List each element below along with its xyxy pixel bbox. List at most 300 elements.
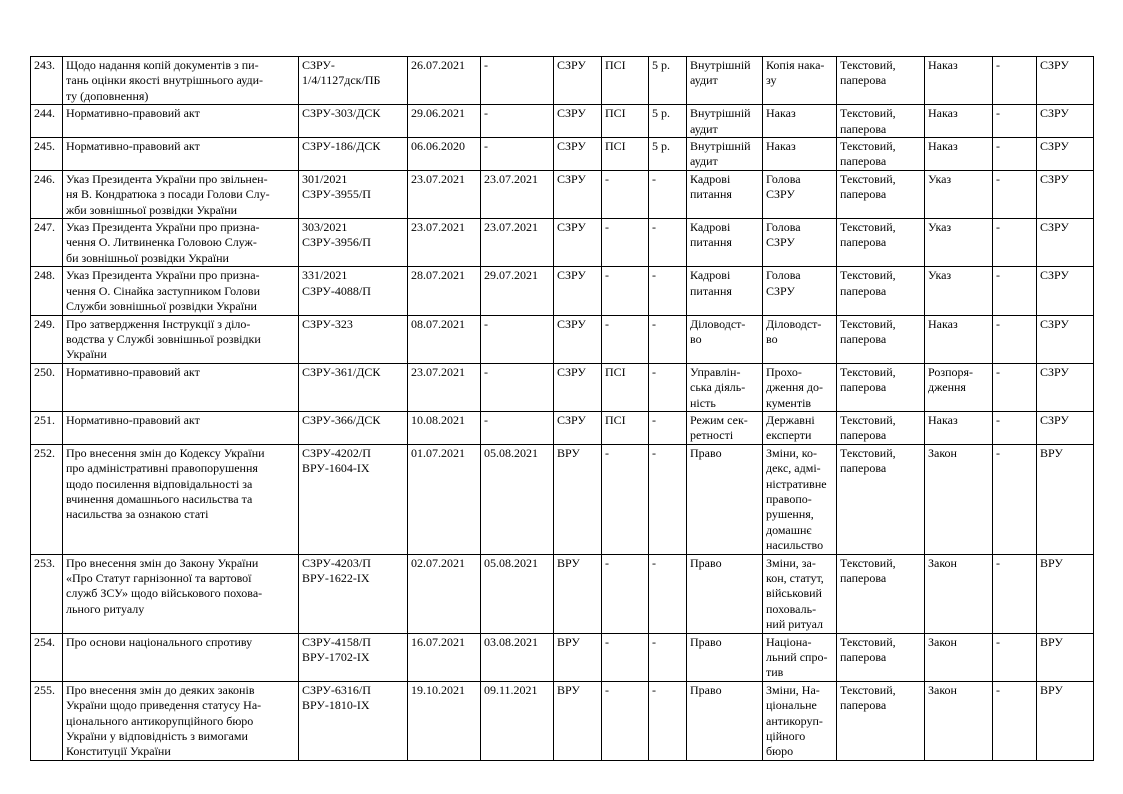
effective-date-cell: 09.11.2021 [481,681,554,760]
retention-term-cell: - [649,554,687,633]
access-restriction-cell: ПСІ [602,138,649,171]
reference-mark-cell: - [993,170,1037,218]
retention-term-cell: - [649,363,687,411]
document-title-cell [63,170,299,218]
keywords-cell [763,315,837,363]
registration-number-line: СЗРУ-3956/П [302,235,371,250]
keywords-line: кументів [766,395,812,410]
document-title-line: про адміністративні правопорушення [66,461,258,476]
document-title-line: ціонального антикорупційного бюро [66,713,254,728]
topic-area-line: Управлін- [690,364,741,379]
document-title-line: Конституції України [66,744,171,759]
row-number-cell: 247. [31,219,63,267]
document-form-line: паперова [840,73,887,88]
keywords-line: Наказ [766,106,796,121]
row-number-cell: 255. [31,681,63,760]
topic-area-line: Внутрішній [690,106,751,121]
issuing-organization-cell: СЗРУ [554,315,602,363]
issuing-organization-cell: СЗРУ [554,267,602,315]
keywords-line: Діловодст- [766,316,822,331]
document-form-cell [837,554,925,633]
document-title-line: вчинення домашнього насильства та [66,491,253,506]
keywords-line: во [766,331,778,346]
registration-number-line: СЗРУ- [302,58,335,72]
document-title-line: Указ Президента України про призна- [66,268,260,283]
document-title-line: Щодо надання копій документів з пи- [66,58,259,72]
document-kind-line: дження [928,380,966,395]
table-row [31,219,1094,267]
document-title-line: чення О. Литвиненка Головою Служ- [66,235,257,250]
keywords-cell [763,554,837,633]
reference-mark-cell: - [993,681,1037,760]
reference-mark-cell: - [993,138,1037,171]
document-form-cell [837,681,925,760]
effective-date-cell: 29.07.2021 [481,267,554,315]
document-title-line: насильства за ознакою статі [66,507,209,522]
registration-number-cell [299,138,408,171]
document-form-line: паперова [840,461,887,476]
topic-area-cell [687,554,763,633]
document-form-line: Текстовий, [840,58,896,72]
row-number-cell: 250. [31,363,63,411]
reference-mark-cell: - [993,554,1037,633]
topic-area-cell [687,57,763,105]
retention-term-cell: - [649,633,687,681]
keywords-line: Націона- [766,634,812,649]
retention-term-cell: 5 р. [649,138,687,171]
keywords-line: СЗРУ [766,187,795,202]
document-kind-line: Наказ [928,106,958,121]
keywords-line: Державні [766,412,815,427]
document-holder-cell: СЗРУ [1037,170,1094,218]
document-kind-cell [925,633,993,681]
document-form-line: паперова [840,154,887,169]
document-title-line: льного ритуалу [66,601,145,616]
registration-number-line: ВРУ-1810-IX [302,698,370,713]
keywords-line: ційного [766,729,806,744]
access-restriction-cell: - [602,315,649,363]
document-title-cell [63,681,299,760]
registration-number-line: СЗРУ-4088/П [302,283,371,298]
document-form-line: Текстовий, [840,364,896,379]
document-form-line: Текстовий, [840,171,896,186]
topic-area-line: Діловодст- [690,316,746,331]
keywords-line: Голова [766,268,801,283]
issuing-organization-cell: ВРУ [554,633,602,681]
keywords-line: Копія нака- [766,58,825,72]
document-title-cell [63,554,299,633]
effective-date-cell: 23.07.2021 [481,170,554,218]
document-form-cell [837,267,925,315]
document-title-line: тань оцінки якості внутрішнього ауди- [66,73,264,88]
access-restriction-cell: - [602,633,649,681]
registration-number-line: ВРУ-1702-IX [302,650,370,665]
reference-mark-cell: - [993,57,1037,105]
topic-area-line: Внутрішній [690,139,751,154]
registration-number-cell [299,411,408,444]
keywords-line: поховаль- [766,601,817,616]
topic-area-line: питання [690,187,732,202]
keywords-cell [763,444,837,554]
document-form-line: Текстовий, [840,412,896,427]
keywords-line: кон, статут, [766,571,824,585]
access-restriction-cell: - [602,681,649,760]
topic-area-cell [687,411,763,444]
document-holder-cell: СЗРУ [1037,363,1094,411]
reference-mark-cell: - [993,411,1037,444]
topic-area-line: Режим сек- [690,412,748,427]
keywords-line: Прохо- [766,364,802,379]
row-number-cell: 243. [31,57,63,105]
document-form-line: паперова [840,283,887,298]
access-restriction-cell: - [602,267,649,315]
document-date-cell: 10.08.2021 [408,411,481,444]
document-date-cell: 19.10.2021 [408,681,481,760]
keywords-cell [763,105,837,138]
retention-term-cell: - [649,681,687,760]
access-restriction-cell: - [602,444,649,554]
document-title-line: водства у Службі зовнішньої розвідки [66,331,261,346]
document-title-line: жби зовнішньої розвідки України [66,202,238,217]
row-number-cell: 254. [31,633,63,681]
document-form-line: Текстовий, [840,316,896,331]
table-row [31,444,1094,554]
table-row [31,363,1094,411]
document-title-cell [63,219,299,267]
topic-area-line: Внутрішній [690,58,751,72]
registration-number-cell [299,444,408,554]
retention-term-cell: - [649,411,687,444]
document-form-line: паперова [840,428,887,443]
document-kind-line: Наказ [928,139,958,154]
document-date-cell: 28.07.2021 [408,267,481,315]
registration-number-line: СЗРУ-6316/П [302,682,371,697]
document-kind-line: Розпоря- [928,364,974,379]
row-number-cell: 253. [31,554,63,633]
keywords-cell [763,170,837,218]
access-restriction-cell: ПСІ [602,411,649,444]
topic-area-cell [687,633,763,681]
document-title-cell [63,138,299,171]
registration-number-line: 301/2021 [302,171,348,186]
topic-area-line: аудит [690,73,718,88]
document-title-line: Указ Президента України про звільнен- [66,171,268,186]
document-kind-line: Наказ [928,316,958,331]
access-restriction-cell: - [602,554,649,633]
keywords-line: декс, адмі- [766,461,821,476]
keywords-line: правопо- [766,491,812,506]
document-title-cell [63,444,299,554]
document-kind-line: Закон [928,555,957,570]
document-form-cell [837,363,925,411]
access-restriction-cell: ПСІ [602,57,649,105]
issuing-organization-cell: СЗРУ [554,170,602,218]
registration-number-line: СЗРУ-3955/П [302,187,371,202]
document-form-line: паперова [840,331,887,346]
document-form-cell [837,170,925,218]
topic-area-cell [687,681,763,760]
document-form-cell [837,411,925,444]
issuing-organization-cell: СЗРУ [554,57,602,105]
document-holder-cell: СЗРУ [1037,57,1094,105]
registration-number-line: СЗРУ-323 [302,316,353,331]
document-kind-line: Указ [928,171,952,186]
document-holder-cell: СЗРУ [1037,219,1094,267]
keywords-line: Зміни, На- [766,682,820,697]
registration-number-line: ВРУ-1622-IX [302,571,370,585]
document-title-line: Нормативно-правовий акт [66,106,200,121]
document-kind-line: Закон [928,682,957,697]
document-kind-cell [925,170,993,218]
topic-area-cell [687,315,763,363]
document-title-line: Про основи національного спротиву [66,634,253,649]
document-form-cell [837,138,925,171]
table-row [31,57,1094,105]
registration-number-line: СЗРУ-303/ДСК [302,106,381,121]
keywords-line: експерти [766,428,812,443]
retention-term-cell: - [649,170,687,218]
issuing-organization-cell: ВРУ [554,681,602,760]
retention-term-cell: - [649,267,687,315]
document-holder-cell: ВРУ [1037,633,1094,681]
keywords-line: військовий [766,586,822,601]
issuing-organization-cell: ВРУ [554,444,602,554]
table-row [31,105,1094,138]
keywords-cell [763,633,837,681]
document-title-line: щодо посилення відповідальності за [66,476,253,491]
row-number-cell: 244. [31,105,63,138]
keywords-line: бюро [766,744,794,759]
effective-date-cell: 05.08.2021 [481,554,554,633]
keywords-line: ний ритуал [766,617,824,632]
topic-area-cell [687,138,763,171]
row-number-cell: 249. [31,315,63,363]
table-row [31,170,1094,218]
topic-area-line: во [690,331,702,346]
document-kind-line: Указ [928,220,952,235]
retention-term-cell: 5 р. [649,57,687,105]
topic-area-line: аудит [690,121,718,136]
retention-term-cell: - [649,219,687,267]
document-kind-cell [925,138,993,171]
document-form-cell [837,315,925,363]
retention-term-cell: - [649,444,687,554]
topic-area-cell [687,363,763,411]
keywords-cell [763,138,837,171]
keywords-line: домашнє [766,522,812,537]
document-form-line: паперова [840,571,887,585]
document-title-cell [63,105,299,138]
topic-area-line: аудит [690,154,718,169]
keywords-cell [763,411,837,444]
keywords-line: ністративне [766,476,827,491]
document-kind-cell [925,411,993,444]
document-title-line: ня В. Кондратюка з посади Голови Слу- [66,187,270,202]
document-form-line: Текстовий, [840,106,896,121]
keywords-line: Наказ [766,139,796,154]
topic-area-line: Право [690,555,722,570]
registration-number-cell [299,681,408,760]
register-rows [31,57,1094,761]
registration-number-line: СЗРУ-4158/П [302,634,371,649]
keywords-line: рушення, [766,507,814,522]
registration-number-cell [299,170,408,218]
issuing-organization-cell: СЗРУ [554,105,602,138]
keywords-line: зу [766,73,777,88]
document-form-line: Текстовий, [840,682,896,697]
document-title-line: би зовнішньої розвідки України [66,250,229,265]
document-title-line: Нормативно-правовий акт [66,364,200,379]
table-row [31,681,1094,760]
registration-number-cell [299,315,408,363]
document-kind-cell [925,267,993,315]
topic-area-line: Кадрові [690,171,731,186]
document-title-line: Про внесення змін до Закону України [66,555,259,570]
topic-area-line: питання [690,235,732,250]
document-kind-cell [925,444,993,554]
document-title-cell [63,315,299,363]
issuing-organization-cell: ВРУ [554,554,602,633]
retention-term-cell: 5 р. [649,105,687,138]
effective-date-cell: - [481,315,554,363]
table-row [31,315,1094,363]
table-row [31,411,1094,444]
keywords-line: насильство [766,538,824,553]
document-kind-cell [925,363,993,411]
topic-area-cell [687,219,763,267]
effective-date-cell: 03.08.2021 [481,633,554,681]
document-kind-line: Наказ [928,412,958,427]
document-form-line: паперова [840,121,887,136]
issuing-organization-cell: СЗРУ [554,219,602,267]
document-title-line: Служби зовнішньої розвідки України [66,299,257,314]
document-form-line: паперова [840,235,887,250]
reference-mark-cell: - [993,363,1037,411]
keywords-cell [763,681,837,760]
access-restriction-cell: ПСІ [602,363,649,411]
topic-area-line: ська діяль- [690,380,746,395]
row-number-cell: 252. [31,444,63,554]
topic-area-line: Право [690,634,722,649]
document-kind-line: Наказ [928,58,958,72]
registration-number-cell [299,633,408,681]
registration-number-line: СЗРУ-4202/П [302,445,371,460]
document-date-cell: 23.07.2021 [408,219,481,267]
document-holder-cell: ВРУ [1037,444,1094,554]
keywords-cell [763,267,837,315]
document-date-cell: 08.07.2021 [408,315,481,363]
document-title-cell [63,411,299,444]
effective-date-cell: 05.08.2021 [481,444,554,554]
document-kind-line: Закон [928,445,957,460]
document-title-line: Нормативно-правовий акт [66,139,200,154]
keywords-line: ціональне [766,698,817,713]
keywords-line: льний спро- [766,650,828,665]
document-kind-line: Указ [928,268,952,283]
document-kind-cell [925,554,993,633]
document-title-line: України [66,347,107,362]
topic-area-cell [687,267,763,315]
row-number-cell: 251. [31,411,63,444]
retention-term-cell: - [649,315,687,363]
registration-number-line: 303/2021 [302,220,348,235]
document-form-line: паперова [840,698,887,713]
topic-area-line: Кадрові [690,268,731,283]
document-title-line: України щодо приведення статусу На- [66,698,262,713]
registration-number-line: ВРУ-1604-IX [302,461,370,476]
document-title-line: чення О. Сінайка заступником Голови [66,283,261,298]
registration-number-line: СЗРУ-361/ДСК [302,364,381,379]
document-title-line: Указ Президента України про призна- [66,220,260,235]
document-kind-line: Закон [928,634,957,649]
registration-number-cell [299,554,408,633]
document-form-line: Текстовий, [840,220,896,235]
document-date-cell: 23.07.2021 [408,170,481,218]
document-kind-cell [925,315,993,363]
document-form-line: паперова [840,187,887,202]
document-title-line: Про затвердження Інструкції з діло- [66,316,251,331]
access-restriction-cell: ПСІ [602,105,649,138]
effective-date-cell: 23.07.2021 [481,219,554,267]
document-title-line: Нормативно-правовий акт [66,412,200,427]
effective-date-cell: - [481,138,554,171]
document-holder-cell: СЗРУ [1037,267,1094,315]
keywords-line: дження до- [766,380,824,395]
issuing-organization-cell: СЗРУ [554,411,602,444]
effective-date-cell: - [481,105,554,138]
issuing-organization-cell: СЗРУ [554,363,602,411]
document-form-cell [837,105,925,138]
document-form-line: Текстовий, [840,268,896,283]
document-date-cell: 26.07.2021 [408,57,481,105]
document-date-cell: 16.07.2021 [408,633,481,681]
row-number-cell: 246. [31,170,63,218]
document-form-line: Текстовий, [840,634,896,649]
document-kind-cell [925,105,993,138]
effective-date-cell: - [481,363,554,411]
registration-number-line: СЗРУ-366/ДСК [302,412,381,427]
row-number-cell: 248. [31,267,63,315]
document-holder-cell: СЗРУ [1037,411,1094,444]
registration-number-cell [299,105,408,138]
topic-area-line: Право [690,682,722,697]
document-form-cell [837,444,925,554]
document-title-line: Про внесення змін до Кодексу України [66,445,265,460]
reference-mark-cell: - [993,444,1037,554]
topic-area-line: питання [690,283,732,298]
topic-area-cell [687,170,763,218]
keywords-line: СЗРУ [766,235,795,250]
document-holder-cell: ВРУ [1037,681,1094,760]
table-row [31,554,1094,633]
registration-number-line: СЗРУ-186/ДСК [302,139,381,154]
keywords-cell [763,219,837,267]
document-holder-cell: СЗРУ [1037,138,1094,171]
document-form-line: паперова [840,380,887,395]
access-restriction-cell: - [602,170,649,218]
document-title-line: Про внесення змін до деяких законів [66,682,255,697]
document-date-cell: 01.07.2021 [408,444,481,554]
reference-mark-cell: - [993,315,1037,363]
document-holder-cell: ВРУ [1037,554,1094,633]
reference-mark-cell: - [993,219,1037,267]
keywords-line: антикоруп- [766,713,823,728]
reference-mark-cell: - [993,633,1037,681]
registration-number-line: 1/4/1127дск/ПБ [302,73,381,88]
document-form-line: паперова [840,650,887,665]
document-kind-cell [925,57,993,105]
table-row [31,633,1094,681]
